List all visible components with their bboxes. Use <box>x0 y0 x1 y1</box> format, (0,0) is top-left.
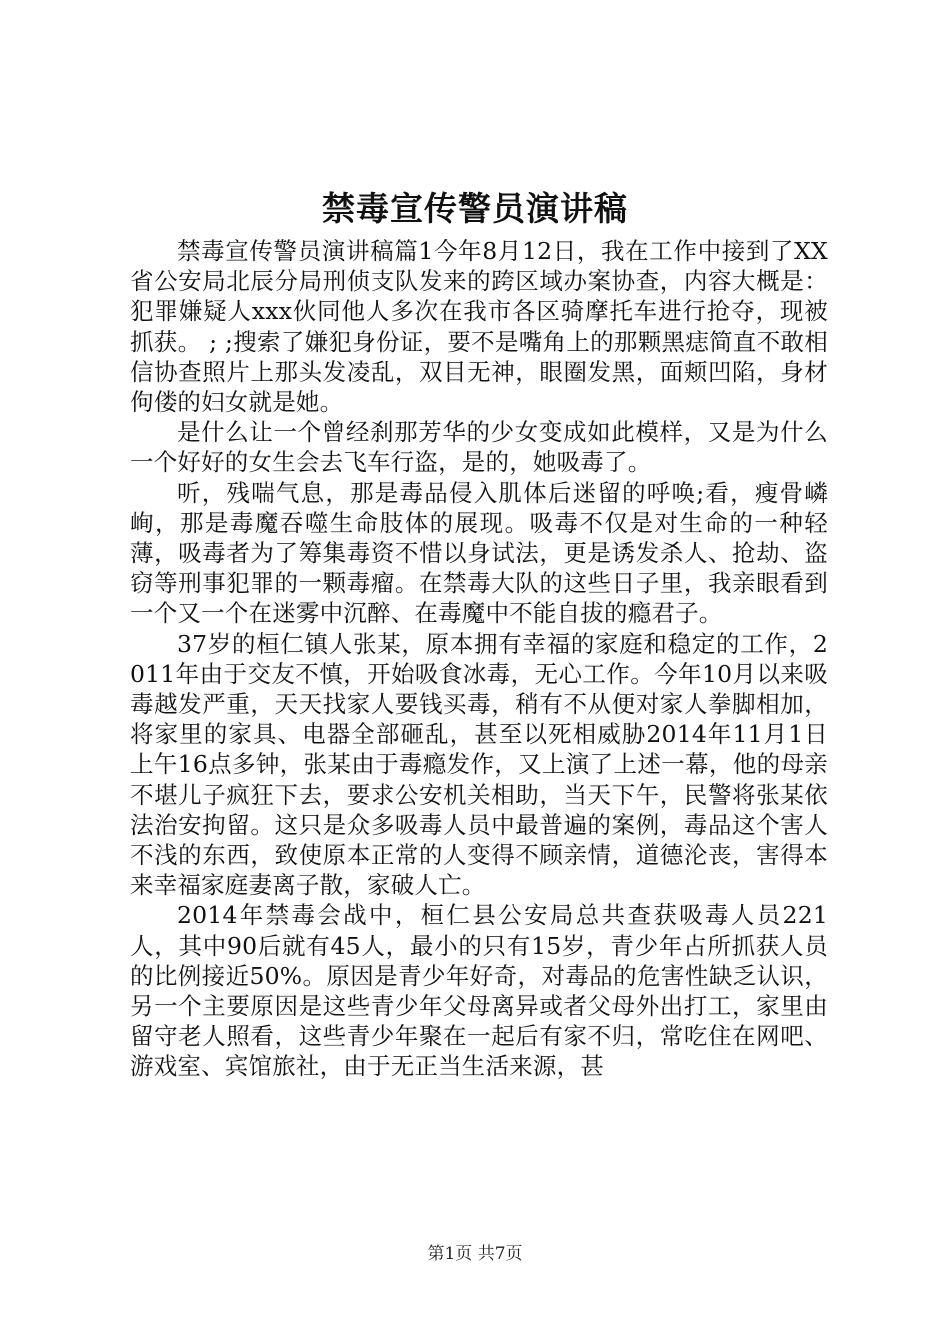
page-number-footer: 第1页 共7页 <box>427 1244 523 1264</box>
document-body <box>130 236 828 1082</box>
paragraph-1: 禁毒宣传警员演讲稿篇1今年8月12日，我在工作中接到了XX省公安局北辰分局刑侦支队发来的跨区域办案协查，内容大概是：犯罪嫌疑人xxx伙同他人多次在我市各区骑摩托车进行抢夺，现被抓获。 ; ;搜索了嫌犯身份证，要不是嘴角上的那颗黑痣简直不敢相信协查照片上那头发凌乱，双目无神，眼圈发黑，面颊凹陷，身材佝偻的妇女就是她。 <box>130 237 828 417</box>
paragraph-5: 2014年禁毒会战中，桓仁县公安局总共查获吸毒人员221人，其中90后就有45人，最小的只有15岁，青少年占所抓获人员的比例接近50%。原因是青少年好奇，对毒品的危害性缺乏认识，另一个主要原因是这些青少年父母离异或者父母外出打工，家里由留守老人照看，这些青少年聚在一起后有家不归，常吃住在网吧、游戏室、宾馆旅社，由于无正当生活来源，甚 <box>130 901 828 1081</box>
document-title: 禁毒宣传警员演讲稿 <box>322 189 628 228</box>
paragraph-4: 37岁的桓仁镇人张某，原本拥有幸福的家庭和稳定的工作，2011年由于交友不慎，开始吸食冰毒，无心工作。今年10月以来吸毒越发严重，天天找家人要钱买毒，稍有不从便对家人拳脚相加，将家里的家具、电器全部砸乱，甚至以死相威胁2014年11月1日上午16点多钟，张某由于毒瘾发作，又上演了上述一幕，他的母亲不堪儿子疯狂下去，要求公安机关相助，当天下午，民警将张某依法治安拘留。这只是众多吸毒人员中最普遍的案例，毒品这个害人不浅的东西，致使原本正常的人变得不顾亲情，道德沦丧，害得本来幸福家庭妻离子散，家破人亡。 <box>130 629 828 900</box>
paragraph-3: 听，残喘气息，那是毒品侵入肌体后迷留的呼唤;看，瘦骨嶙峋，那是毒魔吞噬生命肢体的展现。吸毒不仅是对生命的一种轻薄，吸毒者为了筹集毒资不惜以身试法，更是诱发杀人、抢劫、盗窃等刑事犯罪的一颗毒瘤。在禁毒大队的这些日子里，我亲眼看到一个又一个在迷雾中沉醉、在毒魔中不能自拔的瘾君子。 <box>130 478 828 628</box>
paragraph-2: 是什么让一个曾经刹那芳华的少女变成如此模样，又是为什么一个好好的女生会去飞车行盗，是的，她吸毒了。 <box>130 418 828 477</box>
